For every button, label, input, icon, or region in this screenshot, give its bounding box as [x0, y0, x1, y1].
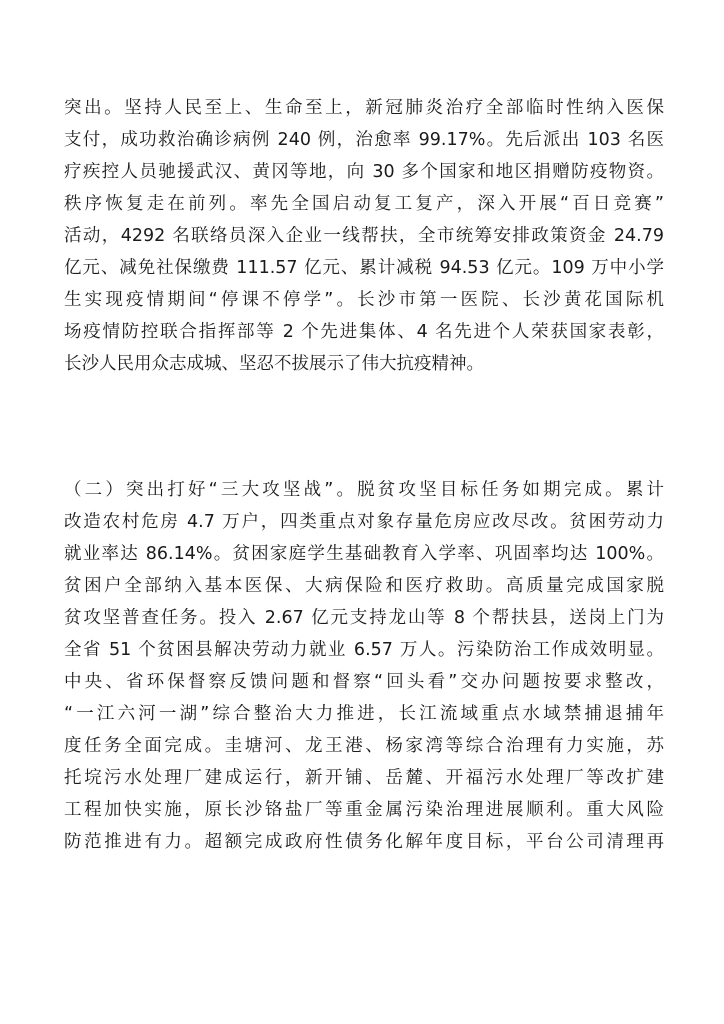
text-line: 亿元、减免社保缴费 111.57 亿元、累计减税 94.53 亿元。109 万中小学 [64, 258, 664, 278]
text-line: 长沙人民用众志成城、坚忍不拔展示了伟大抗疫精神。 [64, 354, 484, 374]
text-line: 全省 51 个贫困县解决劳动力就业 6.57 万人。污染防治工作成效明显。 [64, 640, 664, 660]
text-line: 贫困户全部纳入基本医保、大病保险和医疗救助。高质量完成国家脱 [64, 576, 664, 596]
text-line: 生实现疫情期间“停课不停学”。长沙市第一医院、长沙黄花国际机 [64, 290, 664, 310]
text-line: 贫攻坚普查任务。投入 2.67 亿元支持龙山等 8 个帮扶县，送岗上门为 [64, 608, 664, 628]
text-line: 突出。坚持人民至上、生命至上，新冠肺炎治疗全部临时性纳入医保 [64, 98, 664, 118]
text-line: “一江六河一湖”综合整治大力推进，长江流域重点水域禁捕退捕年 [64, 704, 664, 724]
text-line: 活动，4292 名联络员深入企业一线帮扶，全市统筹安排政策资金 24.79 [64, 226, 664, 246]
text-line: （二）突出打好“三大攻坚战”。脱贫攻坚目标任务如期完成。累计 [64, 480, 664, 500]
text-line: 疗疾控人员驰援武汉、黄冈等地，向 30 多个国家和地区捐赠防疫物资。 [64, 162, 664, 182]
text-line: 工程加快实施，原长沙铬盐厂等重金属污染治理进展顺利。重大风险 [64, 800, 664, 820]
text-line: 场疫情防控联合指挥部等 2 个先进集体、4 名先进个人荣获国家表彰， [64, 322, 664, 342]
text-line: 防范推进有力。超额完成政府性债务化解年度目标，平台公司清理再 [64, 832, 664, 852]
text-line: 度任务全面完成。圭塘河、龙王港、杨家湾等综合治理有力实施，苏 [64, 736, 664, 756]
text-line: 托垸污水处理厂建成运行，新开铺、岳麓、开福污水处理厂等改扩建 [64, 768, 664, 788]
paragraph-epidemic [64, 92, 664, 380]
text-line: 秩序恢复走在前列。率先全国启动复工复产，深入开展“百日竞赛” [64, 194, 664, 214]
text-line: 中央、省环保督察反馈问题和督察“回头看”交办问题按要求整改， [64, 672, 664, 692]
text-line: 就业率达 86.14%。贫困家庭学生基础教育入学率、巩固率均达 100%。 [64, 544, 664, 564]
text-line: 支付，成功救治确诊病例 240 例，治愈率 99.17%。先后派出 103 名医 [64, 130, 664, 150]
paragraph-three-battles [64, 474, 664, 858]
text-line: 改造农村危房 4.7 万户，四类重点对象存量危房应改尽改。贫困劳动力 [64, 512, 664, 532]
